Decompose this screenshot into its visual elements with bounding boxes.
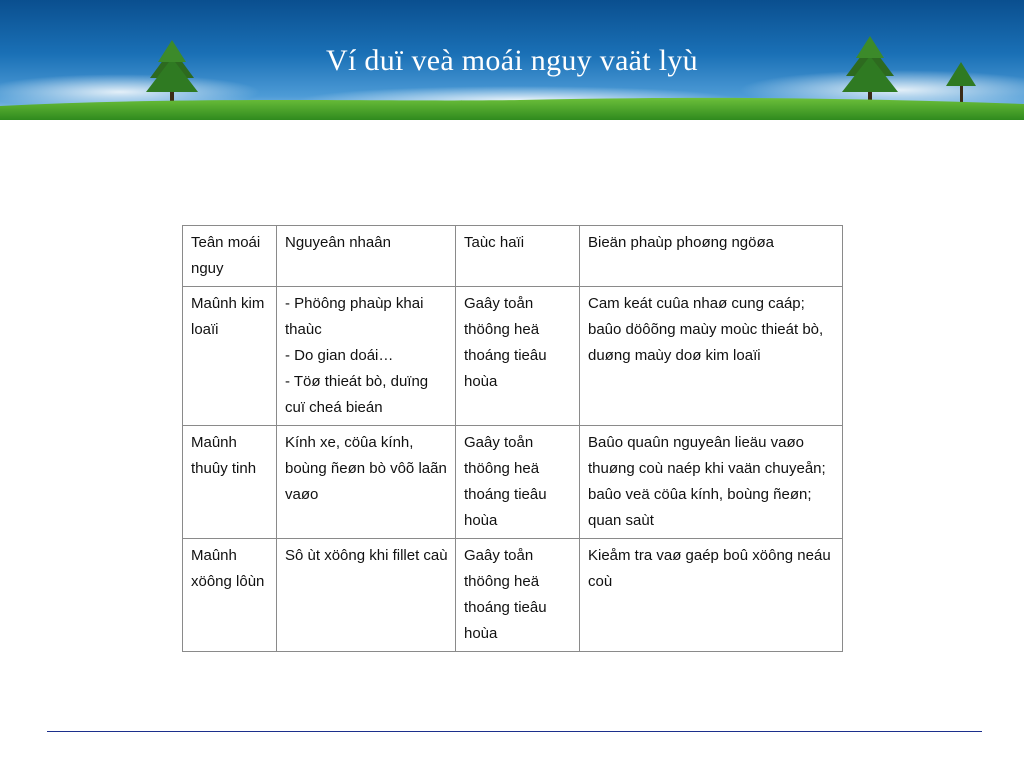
cell-text: Nguyeân nhaân (285, 234, 391, 251)
cell-text: Teân moái nguy (191, 234, 261, 277)
column-header (183, 226, 277, 287)
column-header (277, 226, 456, 287)
slide-title: Ví duï veà moái nguy vaät lyù (326, 44, 698, 77)
cell-text: Gaây toån thöông heä thoáng tieâu hoùa (464, 547, 547, 642)
cell-text: Maûnh thuûy tinh (191, 434, 257, 477)
physical-hazard-table (182, 225, 843, 652)
hazard-table-container (182, 225, 843, 652)
cell-text: Cam keát cuûa nhaø cung caáp; baûo döôõng maùy moùc thieát bò, duøng maùy doø kim loaïi (588, 295, 824, 364)
cell-text: Sô ùt xöông khi fillet caù (285, 547, 448, 564)
hazard-name-cell (183, 426, 277, 539)
cell-text: - Phöông phaùp khai thaùc (285, 295, 424, 338)
cell-text: Taùc haïi (464, 234, 525, 251)
cell-text: Kính xe, cöûa kính, boùng ñeøn bò vôõ laãn vaøo (285, 434, 447, 503)
measure-cell (580, 426, 843, 539)
cause-cell (277, 539, 456, 652)
cell-text: Bieän phaùp phoøng ngöøa (588, 234, 774, 251)
cell-text: Kieåm tra vaø gaép boû xöông neáu coù (588, 547, 831, 590)
cell-text: Maûnh kim loaïi (191, 295, 265, 338)
cell-text: Baûo quaûn nguyeân lieäu vaøo thuøng coù naép khi vaän chuyeån; baûo veä cöûa kính, boùng ñeøn; quan saùt (588, 434, 826, 529)
cell-text: Gaây toån thöông heä thoáng tieâu hoùa (464, 295, 547, 390)
footer-divider (47, 731, 982, 732)
effect-cell (456, 539, 580, 652)
cell-text: Maûnh xöông lôùn (191, 547, 265, 590)
hazard-name-cell (183, 287, 277, 426)
cell-text: Gaây toån thöông heä thoáng tieâu hoùa (464, 434, 547, 529)
table-header-row (183, 226, 843, 287)
effect-cell (456, 287, 580, 426)
measure-cell (580, 287, 843, 426)
cell-text: - Töø thieát bò, duïng cuï cheá bieán (285, 373, 429, 416)
table-row (183, 426, 843, 539)
column-header (456, 226, 580, 287)
measure-cell (580, 539, 843, 652)
cell-text: - Do gian doái… (285, 347, 394, 364)
table-row (183, 539, 843, 652)
cause-cell (277, 426, 456, 539)
column-header (580, 226, 843, 287)
table-row (183, 287, 843, 426)
hazard-name-cell (183, 539, 277, 652)
header-banner (0, 0, 1024, 120)
effect-cell (456, 426, 580, 539)
cause-cell (277, 287, 456, 426)
